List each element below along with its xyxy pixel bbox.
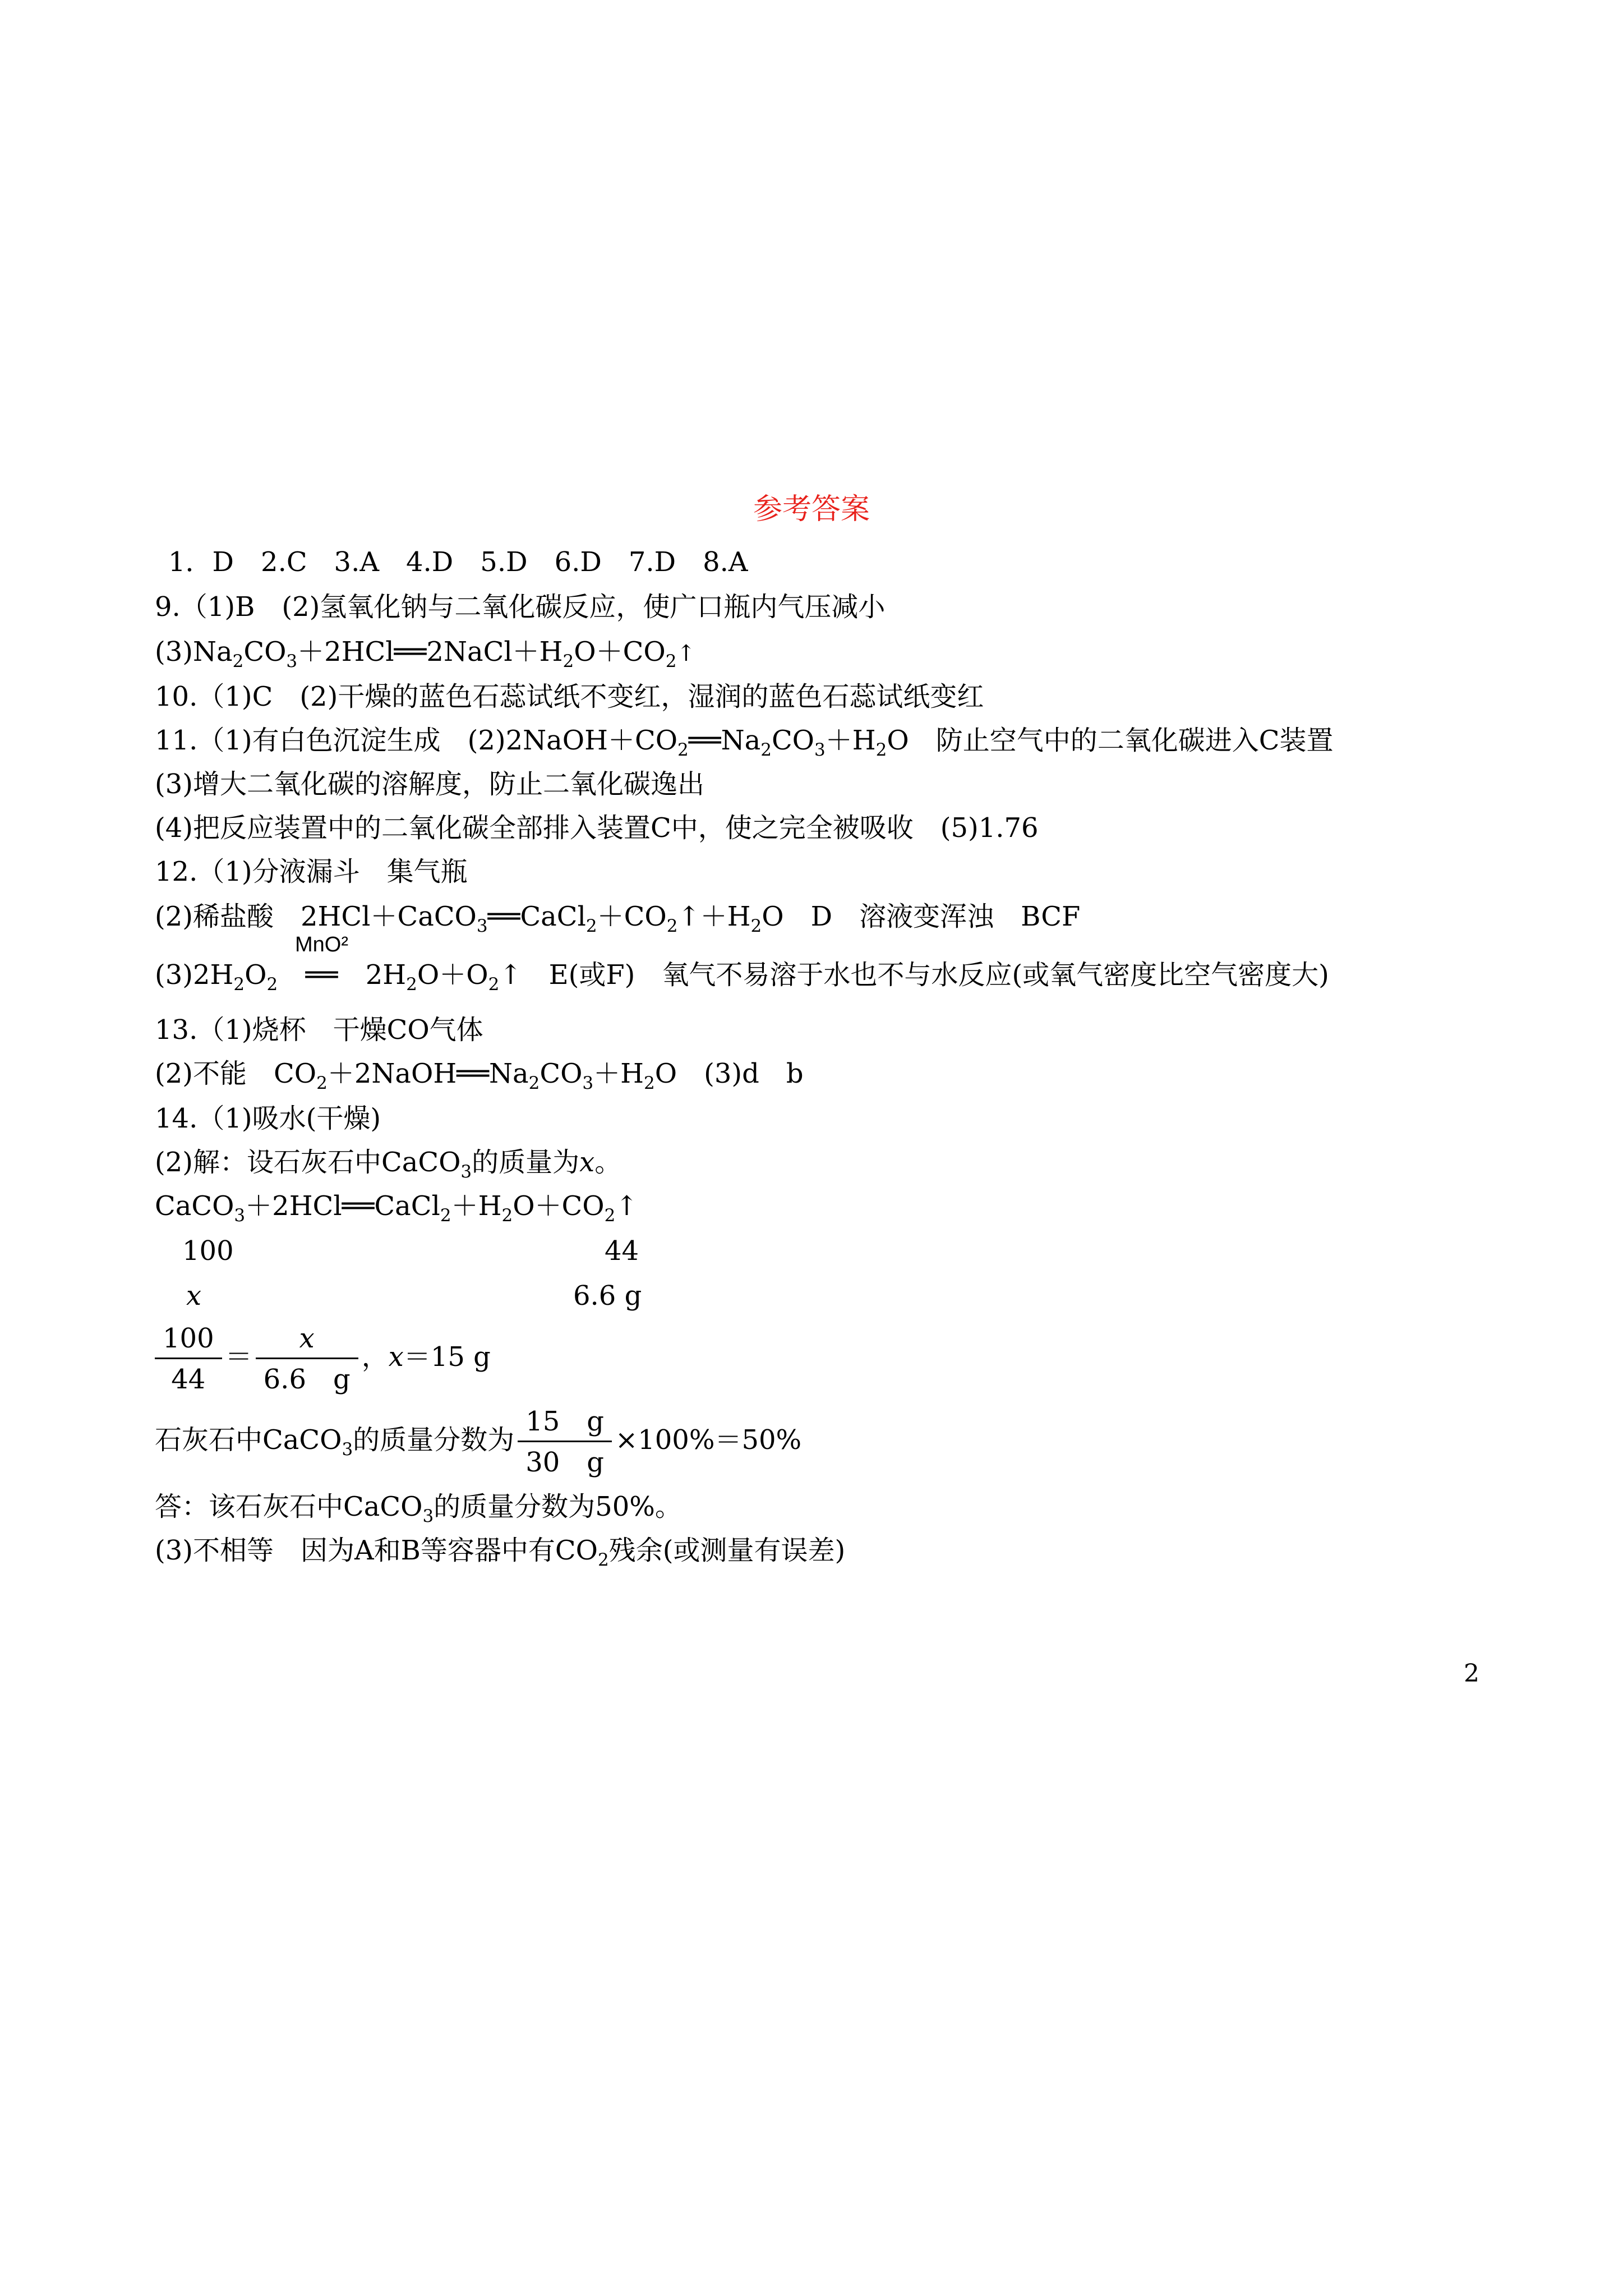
ratio-fraction-right: $\frac{x}{6.6 g}$ xyxy=(256,1322,358,1396)
q14-line2: (2)解：设石灰石中CaCO$_3$的质量为x。 xyxy=(155,1147,622,1182)
mass-co2: 6.6 g xyxy=(573,1280,642,1312)
ratio-fraction-left: $\frac{100}{44}$ xyxy=(155,1322,222,1396)
page-number: 2 xyxy=(1464,1659,1479,1688)
q11-line2: (3)增大二氧化碳的溶解度，防止二氧化碳逸出 xyxy=(155,769,704,800)
q12-line3: $(3)2H_2O_2$ MnO² ══ $2H_2O+O_2↑$ E(或F) 氧气不易溶于水也不与水反应(或氧气密度比空气密度大) xyxy=(155,933,1329,995)
q12-line2: (2)稀盐酸 $2HCl+CaCO_3══CaCl_2+CO_2↑+H_2O$ D 溶液变浑浊 BCF xyxy=(155,901,1081,936)
answer-line: 答：该石灰石中CaCO$_3$的质量分数为50%。 xyxy=(155,1491,682,1526)
q13-line2: (2)不能 $CO_2+2NaOH══Na_2CO_3+H_2O$ (3)d b xyxy=(155,1058,804,1093)
q11-line3: (4)把反应装置中的二氧化碳全部排入装置C中，使之完全被吸收 (5)1.76 xyxy=(155,812,1039,844)
q12-line1: 12.（1)分液漏斗 集气瓶 xyxy=(155,856,468,887)
q14-equation: $CaCO_3+2HCl══CaCl_2+H_2O+CO_2↑$ xyxy=(155,1190,638,1226)
percentage-line: 石灰石中CaCO$_3$的质量分数为 $\frac{15 g}{30 g}$ ×100%＝50% xyxy=(155,1406,802,1478)
molar-mass-44: 44 xyxy=(605,1235,639,1267)
q14-line1: 14.（1)吸水(干燥) xyxy=(155,1103,381,1134)
q9-line2: $(3)Na_2CO_3+2HCl══2NaCl+H_2O+CO_2↑$ xyxy=(155,636,695,671)
mc-answers: 1．D 2.C 3.A 4.D 5.D 6.D 7.D 8.A xyxy=(168,546,748,578)
q13-line1: 13.（1)烧杯 干燥CO气体 xyxy=(155,1014,483,1046)
q10-line: 10.（1)C (2)干燥的蓝色石蕊试纸不变红，湿润的蓝色石蕊试纸变红 xyxy=(155,681,984,712)
unknown-x: x xyxy=(186,1280,202,1312)
q9-line1: 9.（1)B (2)氢氧化钠与二氧化碳反应，使广口瓶内气压减小 xyxy=(155,591,886,623)
q11-line1: 11.（1)有白色沉淀生成 $(2)2NaOH+CO_2══Na_2CO_3+H_2O$ 防止空气中的二氧化碳进入C装置 xyxy=(155,725,1334,760)
answer-title: 参考答案 xyxy=(753,493,870,526)
catalyst-equals: MnO² ══ xyxy=(294,933,348,991)
percentage-fraction: $\frac{15 g}{30 g}$ xyxy=(518,1405,612,1479)
ratio-equation: $\frac{100}{44}$ ＝ $\frac{x}{6.6 g}$ ，x＝15 g xyxy=(155,1322,491,1396)
q14-line3: (3)不相等 因为A和B等容器中有$CO_2$残余(或测量有误差) xyxy=(155,1535,846,1570)
molar-mass-100: 100 xyxy=(182,1235,234,1267)
